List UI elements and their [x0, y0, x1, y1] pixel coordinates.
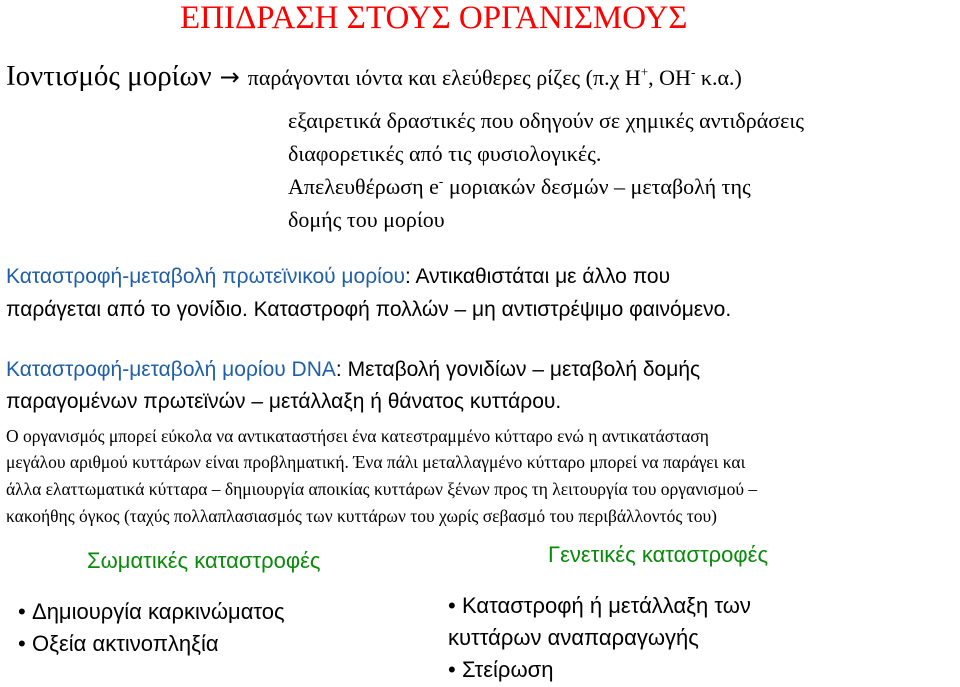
bullet-icon: •	[18, 599, 26, 624]
ionization-text-4: Απελευθέρωση e- μοριακών δεσμών – μεταβολή της	[288, 173, 751, 199]
protein-line-2: παράγεται από το γονίδιο. Καταστροφή πολλών – μη αντιστρέψιμο φαινόμενο.	[6, 298, 732, 321]
ionization-line-1	[6, 60, 742, 93]
bullet-icon: •	[18, 631, 26, 656]
genetic-list	[448, 590, 751, 686]
list-item: • Δημιουργία καρκινώματος	[18, 596, 285, 628]
dna-line-1: Καταστροφή-μεταβολή μορίου DNA: Μεταβολή γονιδίων – μεταβολή δομής	[6, 358, 701, 381]
page-title: ΕΠΙΔΡΑΣΗ ΣΤΟΥΣ ΟΡΓΑΝΙΣΜΟΥΣ	[180, 0, 688, 36]
dna-label: Καταστροφή-μεταβολή μορίου DNA	[6, 358, 336, 381]
list-item: • Οξεία ακτινοπληξία	[18, 628, 285, 660]
genetic-heading: Γενετικές καταστροφές	[548, 542, 769, 567]
list-item: • Καταστροφή ή μετάλλαξη των	[448, 590, 751, 622]
arrow-right-icon: →	[219, 63, 240, 91]
dna-line-2: παραγομένων πρωτεϊνών – μετάλλαξη ή θάνατος κυττάρου.	[6, 390, 562, 413]
ionization-heading: Ιοντισμός μορίων	[6, 60, 212, 92]
ionization-text-3: διαφορετικές από τις φυσιολογικές.	[288, 141, 602, 166]
bullet-icon: •	[448, 593, 456, 618]
list-item: • Στείρωση	[448, 654, 751, 686]
somatic-heading: Σωματικές καταστροφές	[87, 548, 321, 573]
somatic-list	[18, 596, 285, 660]
ionization-text-1: παράγονται ιόντα και ελεύθερες ρίζες (π.χ H+, OH- κ.α.)	[247, 64, 742, 90]
ionization-text-5: δομής του μορίου	[288, 207, 445, 232]
organism-line-2: μεγάλου αριθμού κυττάρων είναι προβληματική. Ένα πάλι μεταλλαγμένο κύτταρο μπορεί να παράγει και	[6, 452, 746, 472]
organism-line-3: άλλα ελαττωματικά κύτταρα – δημιουργία αποικίας κυττάρων ξένων προς τη λειτουργία του οργανισμού –	[6, 479, 758, 499]
bullet-icon: •	[448, 657, 456, 682]
ionization-text-2: εξαιρετικά δραστικές που οδηγούν σε χημικές αντιδράσεις	[288, 108, 804, 133]
organism-line-1: Ο οργανισμός μπορεί εύκολα να αντικαταστήσει ένα κατεστραμμένο κύτταρο ενώ η αντικατάσταση	[6, 426, 709, 446]
list-item-continuation: κυττάρων αναπαραγωγής	[448, 625, 699, 650]
protein-line-1: Καταστροφή-μεταβολή πρωτεϊνικού μορίου: Αντικαθιστάται με άλλο που	[6, 265, 671, 288]
protein-label: Καταστροφή-μεταβολή πρωτεϊνικού μορίου	[6, 265, 405, 288]
organism-line-4: κακοήθης όγκος (ταχύς πολλαπλασιασμός των κυττάρων του χωρίς σεβασμό του περιβάλλοντός του)	[6, 506, 718, 526]
